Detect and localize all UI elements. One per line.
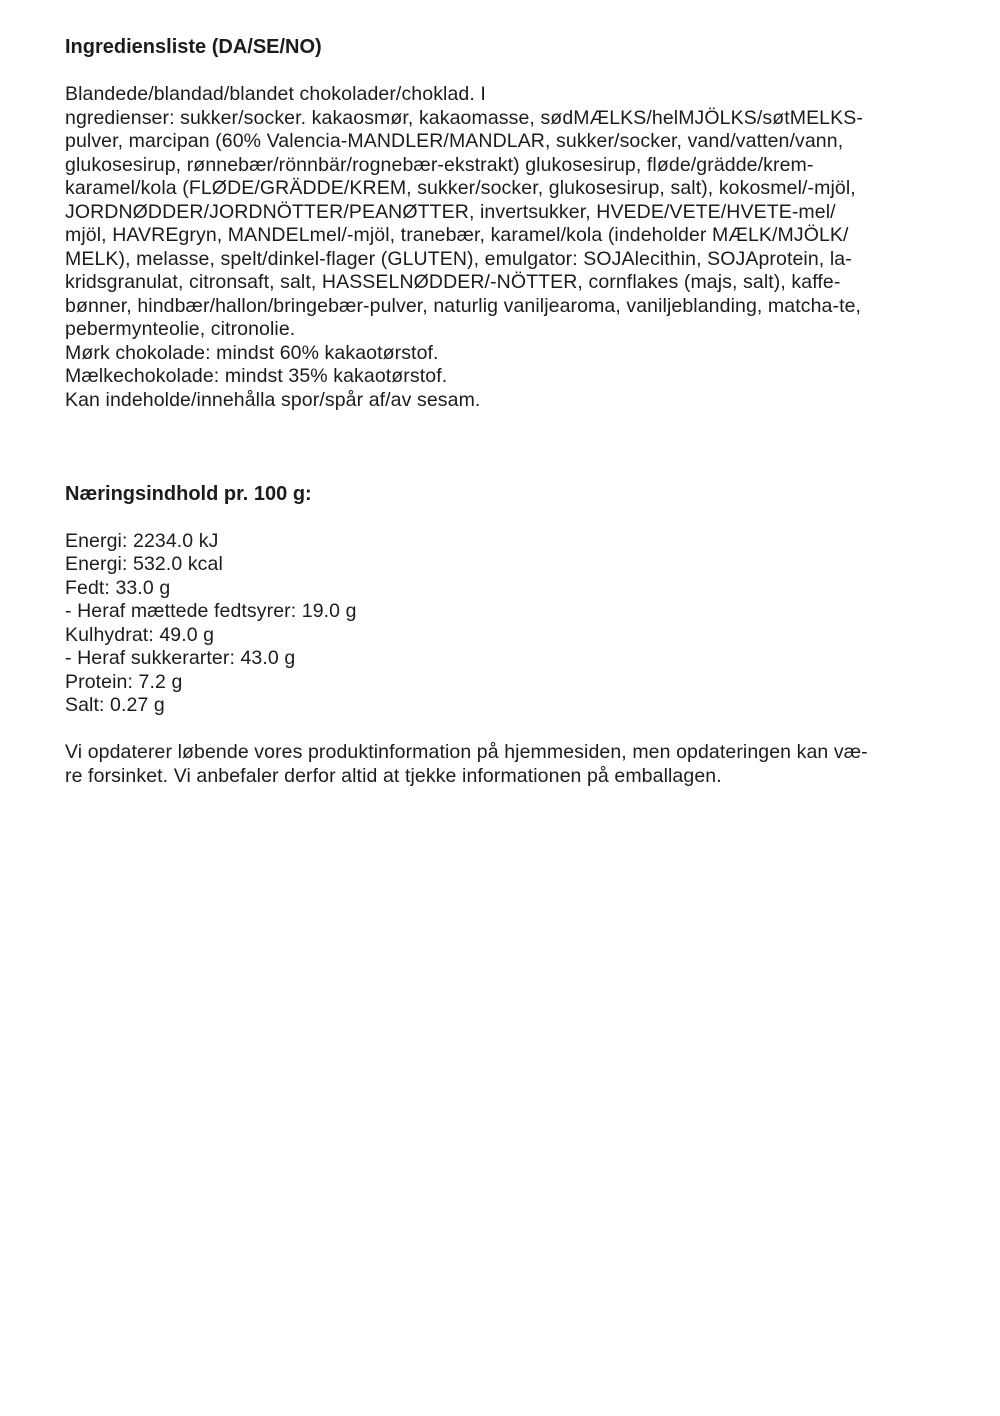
- spacer: [65, 412, 942, 483]
- disclaimer-paragraph: [65, 741, 942, 788]
- nutrition-list: [65, 530, 942, 718]
- spacer: [65, 506, 942, 530]
- nutrition-salt: Salt: 0.27 g: [65, 694, 165, 716]
- ingredients-heading: Ingrediensliste (DA/SE/NO): [65, 36, 322, 58]
- spacer: [65, 60, 942, 84]
- milk-chocolate-note: Mælkechokolade: mindst 35% kakaotørstof.: [65, 365, 448, 387]
- dark-chocolate-note: Mørk chokolade: mindst 60% kakaotørstof.: [65, 341, 439, 364]
- nutrition-energy-kj: Energi: 2234.0 kJ: [65, 529, 219, 552]
- nutrition-fat: Fedt: 33.0 g: [65, 576, 171, 599]
- traces-note: Kan indeholde/innehålla spor/spår af/av sesam.: [65, 388, 481, 411]
- spacer: [65, 718, 942, 742]
- ingredients-line: glukosesirup, rønnebær/rönnbär/rognebær-ekstrakt) glukosesirup, fløde/grädde/krem-: [65, 153, 814, 176]
- ingredients-paragraph: [65, 83, 942, 412]
- nutrition-heading: Næringsindhold pr. 100 g:: [65, 482, 312, 505]
- ingredients-line: Blandede/blandad/blandet chokolader/choklad. I: [65, 83, 486, 105]
- ingredients-line: pebermynteolie, citronolie.: [65, 318, 296, 340]
- disclaimer-line: Vi opdaterer løbende vores produktinformation på hjemmesiden, men opdateringen kan væ-: [65, 741, 868, 763]
- ingredients-line: mjöl, HAVREgryn, MANDELmel/-mjöl, tranebær, karamel/kola (indeholder MÆLK/MJÖLK/: [65, 224, 849, 246]
- nutrition-protein: Protein: 7.2 g: [65, 670, 183, 693]
- ingredients-line: MELK), melasse, spelt/dinkel-flager (GLUTEN), emulgator: SOJAlecithin, SOJAprotein, la-: [65, 247, 852, 270]
- nutrition-carbohydrate: Kulhydrat: 49.0 g: [65, 623, 215, 646]
- nutrition-sugars: - Heraf sukkerarter: 43.0 g: [65, 647, 296, 669]
- ingredients-line: JORDNØDDER/JORDNÖTTER/PEANØTTER, invertsukker, HVEDE/VETE/HVETE-mel/: [65, 200, 836, 223]
- nutrition-saturated-fat: - Heraf mættede fedtsyrer: 19.0 g: [65, 600, 357, 622]
- ingredients-line: bønner, hindbær/hallon/bringebær-pulver, naturlig vaniljearoma, vaniljeblanding, matcha-te,: [65, 294, 862, 317]
- ingredients-line: pulver, marcipan (60% Valencia-MANDLER/MANDLAR, sukker/socker, vand/vatten/vann,: [65, 130, 844, 152]
- ingredients-line: kridsgranulat, citronsaft, salt, HASSELNØDDER/-NÖTTER, cornflakes (majs, salt), kaffe-: [65, 271, 841, 293]
- nutrition-energy-kcal: Energi: 532.0 kcal: [65, 553, 223, 575]
- ingredients-line: ngredienser: sukker/socker. kakaosmør, kakaomasse, sødMÆLKS/helMJÖLKS/søtMELKS-: [65, 106, 863, 129]
- disclaimer-line: re forsinket. Vi anbefaler derfor altid at tjekke informationen på emballagen.: [65, 764, 722, 787]
- ingredients-line: karamel/kola (FLØDE/GRÄDDE/KREM, sukker/socker, glukosesirup, salt), kokosmel/-mjöl,: [65, 177, 856, 199]
